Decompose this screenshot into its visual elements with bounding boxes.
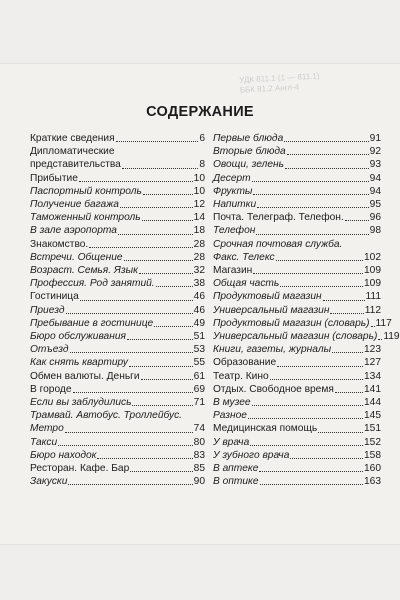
toc-entry-page: 95 — [369, 199, 381, 211]
toc-entry-page: 93 — [369, 159, 381, 171]
toc-entry-title: Как снять квартиру — [30, 357, 128, 369]
toc-entry-page: 111 — [365, 291, 381, 303]
toc-entry-title: Срочная почтовая служба. — [213, 238, 343, 250]
page-title: СОДЕРЖАНИЕ — [146, 104, 254, 120]
toc-entry-title: Театр. Кино — [213, 370, 269, 382]
toc-entry-title: Встречи. Общение — [30, 251, 123, 263]
toc-entry — [30, 396, 205, 409]
toc-entry-page: 74 — [193, 423, 205, 435]
toc-entry — [213, 185, 381, 198]
toc-entry — [30, 211, 205, 224]
dot-leader — [285, 168, 369, 169]
toc-entry-title: В музее — [213, 397, 251, 409]
toc-entry — [30, 383, 205, 396]
toc-entry-page: 98 — [369, 225, 381, 237]
toc-entry-page: 92 — [369, 146, 381, 158]
toc-entry — [30, 462, 205, 475]
dot-leader — [371, 326, 375, 327]
toc-entry — [213, 449, 381, 462]
toc-entry-title: Образование — [213, 357, 277, 369]
stamp-line-1: УДК 811.1 (1 — 811.1) — [239, 71, 320, 85]
toc-entry-title: Приезд — [30, 304, 65, 316]
toc-entry-page: 90 — [193, 476, 205, 488]
dot-leader — [276, 260, 363, 261]
dot-leader — [141, 379, 193, 380]
toc-entry — [213, 264, 381, 277]
toc-entry — [213, 198, 381, 211]
toc-entry — [30, 158, 205, 171]
toc-entry — [213, 172, 381, 185]
toc-entry-title: Десерт — [213, 172, 251, 184]
dot-leader — [79, 181, 193, 182]
toc-entry — [30, 132, 205, 145]
toc-entry — [30, 356, 205, 369]
dot-leader — [252, 405, 363, 406]
dot-leader — [332, 352, 363, 353]
toc-entry — [30, 370, 205, 383]
toc-entry-page: 94 — [369, 172, 381, 184]
toc-entry-title: В городе — [30, 383, 72, 395]
toc-entry-title: Дипломатические — [30, 146, 115, 158]
dot-leader — [139, 273, 193, 274]
toc-entry-title: Разное — [213, 410, 247, 422]
toc-entry-page: 6 — [199, 133, 205, 144]
toc-entry-title: Пребывание в гостинице — [30, 317, 154, 329]
dot-leader — [260, 484, 363, 485]
dot-leader — [154, 326, 192, 327]
dot-leader — [280, 286, 363, 287]
dot-leader — [143, 194, 193, 195]
toc-entry-page: 134 — [364, 370, 381, 382]
toc-entry-title: Магазин — [213, 265, 253, 277]
toc-entry-title: Таможенный контроль — [30, 212, 141, 224]
dot-leader — [277, 366, 363, 367]
toc-entry — [30, 409, 205, 422]
dot-leader — [335, 392, 363, 393]
dot-leader — [259, 471, 363, 472]
dot-leader — [127, 339, 193, 340]
toc-entry — [30, 264, 205, 277]
toc-entry — [213, 370, 381, 383]
toc-entry-title: Метро — [30, 423, 64, 435]
toc-entry-page: 8 — [199, 159, 205, 171]
toc-entry-page: 80 — [193, 436, 205, 448]
toc-entry-title: Продуктовый магазин (словарь) — [213, 317, 370, 329]
toc-entry-page: 14 — [193, 212, 205, 224]
toc-entry-page: 38 — [193, 278, 205, 290]
toc-entry-title: Отъезд — [30, 344, 69, 356]
toc-entry-page: 53 — [193, 344, 205, 356]
toc-entry-title: Бюро находок — [30, 449, 97, 461]
toc-entry — [30, 224, 205, 237]
dot-leader — [284, 141, 368, 142]
toc-entry-page: 28 — [193, 251, 205, 263]
toc-entry — [30, 475, 205, 488]
toc-entry-page: 109 — [364, 265, 381, 277]
toc-entry-title: Универсальный магазин — [213, 304, 330, 316]
dot-leader — [80, 300, 193, 301]
toc-entry-title: У зубного врача — [213, 449, 290, 461]
dot-leader — [97, 458, 192, 459]
toc-entry-page: 151 — [364, 423, 381, 435]
toc-entry — [213, 356, 381, 369]
toc-entry — [30, 277, 205, 290]
toc-entry-page: 46 — [193, 291, 205, 303]
toc-entry-title: Овощи, зелень — [213, 159, 285, 171]
dot-leader — [132, 405, 192, 406]
stamp-line-2: ББК 81.2 Англ-4 — [239, 82, 300, 95]
toc-entry-title: Вторые блюда — [213, 146, 286, 158]
dot-leader — [318, 432, 363, 433]
toc-entry — [213, 290, 381, 303]
toc-entry-page: 141 — [364, 383, 381, 395]
dot-leader — [118, 234, 193, 235]
toc-entry-page: 83 — [193, 449, 205, 461]
toc-entry — [213, 145, 381, 158]
toc-entry-page: 69 — [193, 383, 205, 395]
toc-entry-title: В оптике — [213, 476, 259, 488]
book-page — [0, 64, 400, 544]
toc-entry-title: Обмен валюты. Деньги — [30, 370, 140, 382]
toc-entry — [213, 409, 381, 422]
toc-entry-page: 96 — [369, 212, 381, 224]
dot-leader — [257, 207, 369, 208]
toc-entry — [213, 211, 381, 224]
toc-entry-title: представительства — [30, 159, 121, 171]
toc-entry-page: 28 — [193, 238, 205, 250]
toc-entry-title: Фрукты — [213, 185, 253, 197]
dot-leader — [65, 432, 193, 433]
toc-entry — [213, 317, 392, 330]
toc-entry — [213, 343, 381, 356]
dot-leader — [89, 247, 192, 248]
dot-leader — [252, 181, 369, 182]
toc-entry-page: 55 — [193, 357, 205, 369]
dot-leader — [122, 168, 198, 169]
dot-leader — [156, 286, 193, 287]
toc-entry-title: Бюро обслуживания — [30, 331, 126, 343]
toc-entry-page: 71 — [193, 397, 205, 409]
dot-leader — [253, 194, 368, 195]
toc-entry-title: Такси — [30, 436, 58, 448]
toc-entry-page: 127 — [364, 357, 381, 369]
toc-entry — [30, 422, 205, 435]
toc-entry-title: Если вы заблудились — [30, 397, 132, 409]
toc-entry-page: 160 — [364, 463, 381, 475]
toc-entry-page: 112 — [364, 304, 381, 316]
toc-entry — [213, 251, 381, 264]
toc-entry-page: 117 — [375, 317, 392, 329]
toc-entry-page: 145 — [364, 410, 381, 422]
toc-entry — [213, 462, 381, 475]
toc-entry-page: 12 — [193, 199, 205, 211]
toc-entry-title: Ресторан. Кафе. Бар — [30, 463, 130, 475]
toc-entry — [30, 172, 205, 185]
dot-leader — [253, 273, 363, 274]
toc-entry — [213, 132, 381, 145]
toc-entry — [30, 343, 205, 356]
toc-entry — [30, 436, 205, 449]
toc-entry-page: 119 — [383, 331, 400, 343]
toc-entry-page: 109 — [364, 278, 381, 290]
dot-leader — [345, 220, 369, 221]
toc-entry-title: Закуски — [30, 476, 68, 488]
toc-entry-title: Возраст. Семья. Язык — [30, 265, 138, 277]
dot-leader — [70, 352, 193, 353]
toc-entry-page: 94 — [369, 185, 381, 197]
toc-entry-title: Краткие сведения — [30, 133, 115, 144]
toc-entry-title: Общая часть — [213, 278, 280, 290]
toc-entry — [30, 238, 205, 251]
toc-entry-page: 46 — [193, 304, 205, 316]
toc-entry-page: 32 — [193, 265, 205, 277]
toc-entry-page: 102 — [364, 251, 381, 263]
toc-entry — [213, 277, 381, 290]
toc-entry-title: Знакомство. — [30, 238, 89, 250]
toc-entry-title: Профессия. Род занятий. — [30, 278, 155, 290]
dot-leader — [116, 141, 199, 142]
toc-entry — [213, 158, 381, 171]
dot-leader — [330, 313, 363, 314]
toc-entry — [30, 290, 205, 303]
toc-entry-page: 152 — [364, 436, 381, 448]
toc-entry — [30, 317, 205, 330]
toc-entry-title: В зале аэропорта — [30, 225, 117, 237]
dot-leader — [58, 445, 193, 446]
toc-entry — [213, 238, 381, 251]
toc-entry — [30, 304, 205, 317]
dot-leader — [248, 418, 363, 419]
toc-entry-page: 49 — [193, 317, 205, 329]
toc-entry — [213, 383, 381, 396]
dot-leader — [73, 392, 193, 393]
toc-entry-title: Универсальный магазин (словарь) — [213, 331, 378, 343]
toc-entry-page: 61 — [193, 370, 205, 382]
toc-entry-title: Медицинская помощь — [213, 423, 318, 435]
dot-leader — [130, 471, 192, 472]
dot-leader — [124, 260, 193, 261]
dot-leader — [68, 484, 192, 485]
dot-leader — [66, 313, 193, 314]
toc-entry-title: Первые блюда — [213, 133, 284, 144]
toc-entry-page: 85 — [193, 463, 205, 475]
dot-leader — [323, 300, 365, 301]
toc-entry-title: Факс. Телекс — [213, 251, 275, 263]
toc-entry — [213, 396, 381, 409]
toc-right-column — [213, 132, 400, 488]
dot-leader — [120, 207, 193, 208]
toc-entry-title: Почта. Телеграф. Телефон. — [213, 212, 344, 224]
dot-leader — [378, 339, 382, 340]
toc-entry-page: 144 — [364, 397, 381, 409]
dot-leader — [250, 445, 363, 446]
toc-entry-page: 158 — [364, 449, 381, 461]
toc-entry-page: 10 — [193, 172, 205, 184]
toc-entry — [213, 436, 381, 449]
dot-leader — [142, 220, 193, 221]
dot-leader — [256, 234, 368, 235]
toc-entry — [30, 330, 205, 343]
toc-entry-page: 18 — [193, 225, 205, 237]
toc-entry — [213, 475, 381, 488]
toc-entry — [213, 422, 381, 435]
toc-entry-title: Получение багажа — [30, 199, 119, 211]
toc-entry — [213, 304, 381, 317]
toc-entry-title: Продуктовый магазин — [213, 291, 322, 303]
toc-entry-title: Книги, газеты, журналы — [213, 344, 332, 356]
toc-left-column — [30, 132, 205, 488]
toc-entry-title: Телефон — [213, 225, 256, 237]
dot-leader — [270, 379, 363, 380]
toc-entry-title: Паспортный контроль — [30, 185, 142, 197]
dot-leader — [287, 154, 369, 155]
toc-entry — [30, 449, 205, 462]
toc-entry — [213, 330, 400, 343]
toc-entry-page: 91 — [369, 133, 381, 144]
toc-entry-page: 123 — [364, 344, 381, 356]
toc-entry-title: Напитки — [213, 199, 257, 211]
toc-entry — [213, 224, 381, 237]
toc-entry-page: 51 — [193, 331, 205, 343]
dot-leader — [129, 366, 193, 367]
toc-entry-title: Гостиница — [30, 291, 79, 303]
toc-entry-title: Трамвай. Автобус. Троллейбус. — [30, 410, 183, 422]
toc-entry-title: В аптеке — [213, 463, 259, 475]
toc-entry-title: Прибытие — [30, 172, 78, 184]
toc-entry — [30, 198, 205, 211]
toc-entry-title: У врача — [213, 436, 250, 448]
toc-entry-title: Отдых. Свободное время — [213, 383, 334, 395]
toc-entry — [30, 145, 205, 158]
toc-entry — [30, 251, 205, 264]
toc-entry — [30, 185, 205, 198]
toc-entry-page: 163 — [364, 476, 381, 488]
toc-entry-page: 10 — [193, 185, 205, 197]
dot-leader — [290, 458, 363, 459]
